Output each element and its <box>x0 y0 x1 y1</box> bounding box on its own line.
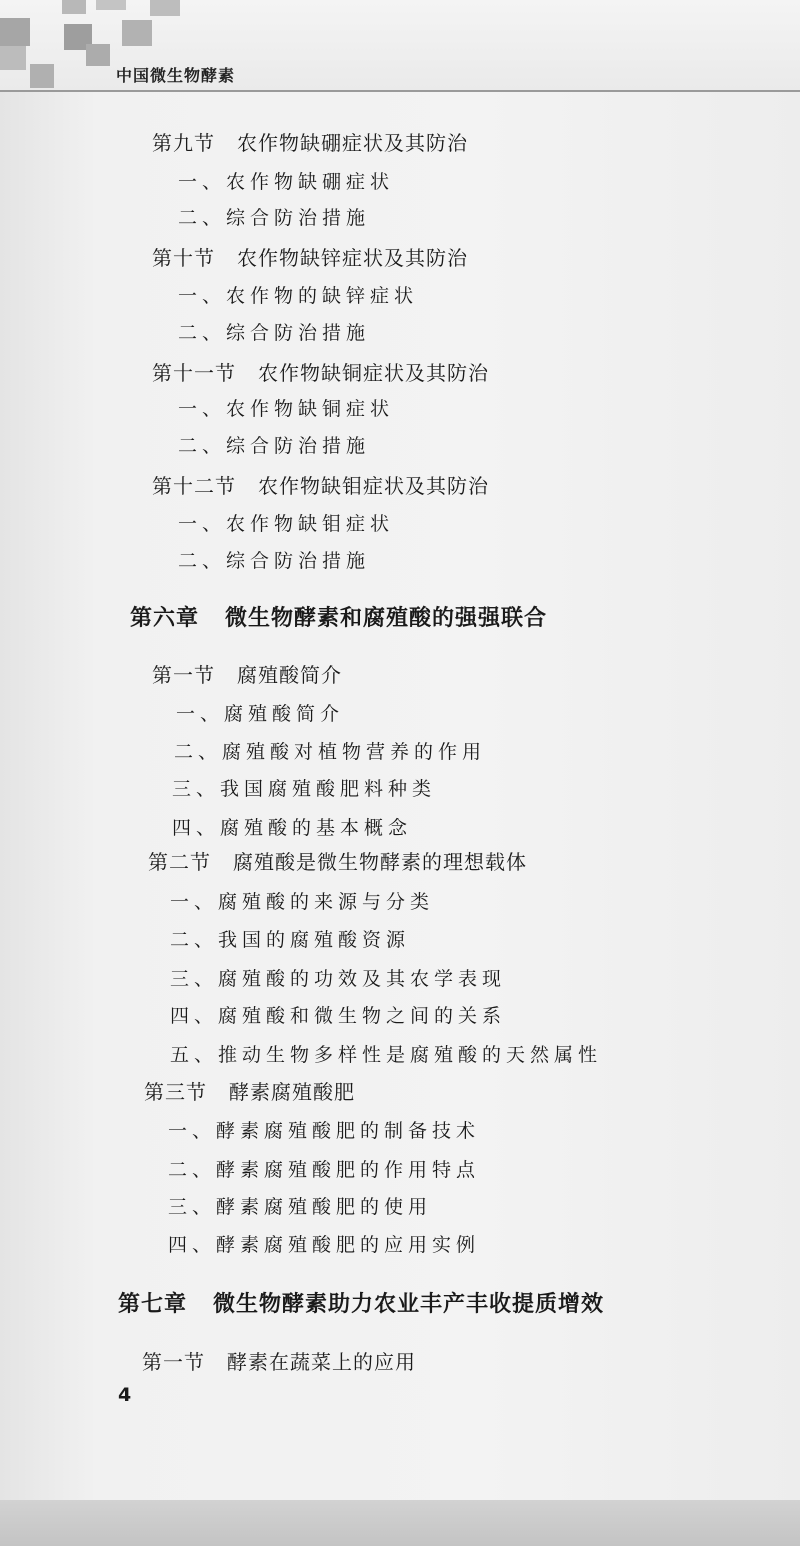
dot-leader <box>442 774 800 804</box>
toc-entry-label: 三、我国腐殖酸肥料种类 <box>172 778 437 800</box>
dot-leader <box>348 660 800 690</box>
page-header <box>0 0 800 92</box>
toc-item-entry[interactable] <box>172 774 800 804</box>
toc-entry-label: 三、酵素腐殖酸肥的使用 <box>168 1196 433 1218</box>
toc-entry-label: 四、腐殖酸的基本概念 <box>172 817 413 839</box>
toc-section-entry[interactable] <box>144 1077 800 1107</box>
section-title: 酵素在蔬菜上的应用 <box>227 1350 416 1374</box>
section-number: 第二节 <box>148 850 211 874</box>
toc-entry-label <box>142 1347 416 1377</box>
toc-entry-label <box>118 1290 604 1320</box>
dot-leader <box>486 1116 800 1146</box>
running-header-title: 中国微生物酵素 <box>116 66 236 85</box>
toc-section-entry[interactable] <box>142 1347 800 1377</box>
toc-entry-label: 一、酵素腐殖酸肥的制备技术 <box>168 1120 481 1142</box>
dot-leader <box>533 847 800 877</box>
dot-leader <box>400 509 800 539</box>
toc-entry-label <box>148 847 527 877</box>
toc-chapter-entry[interactable] <box>130 604 800 634</box>
section-number: 第十二节 <box>152 474 236 498</box>
toc-item-entry[interactable] <box>170 1040 800 1070</box>
toc-section-entry[interactable] <box>152 243 800 273</box>
toc-entry-label: 二、腐殖酸对植物营养的作用 <box>174 741 487 763</box>
dot-leader <box>608 1040 800 1070</box>
dot-leader <box>440 887 800 917</box>
dot-leader <box>474 128 800 158</box>
dot-leader <box>495 471 800 501</box>
dot-leader <box>416 925 800 955</box>
toc-entry-label: 四、酵素腐殖酸肥的应用实例 <box>168 1234 481 1256</box>
section-number: 第一节 <box>152 663 215 687</box>
section-number: 第一节 <box>142 1350 205 1374</box>
toc-entry-label <box>152 471 489 501</box>
toc-entry-label <box>130 604 547 634</box>
toc-entry-label: 三、腐殖酸的功效及其农学表现 <box>170 968 507 990</box>
page-bottom-edge <box>0 1500 800 1546</box>
dot-leader <box>610 1290 800 1320</box>
chapter-number: 第七章 <box>118 1292 188 1317</box>
toc-item-entry[interactable] <box>178 394 800 424</box>
toc-entry-label: 一、腐殖酸简介 <box>176 703 345 725</box>
toc-section-entry[interactable] <box>148 847 800 877</box>
toc-item-entry[interactable] <box>178 431 800 461</box>
dot-leader <box>553 604 800 634</box>
toc-entry-label: 一、农作物缺硼症状 <box>178 171 395 193</box>
section-title: 农作物缺锌症状及其防治 <box>237 246 468 270</box>
toc-item-entry[interactable] <box>168 1155 800 1185</box>
toc-item-entry[interactable] <box>174 737 800 767</box>
section-title: 腐殖酸是微生物酵素的理想载体 <box>233 850 527 874</box>
toc-entry-label: 二、综合防治措施 <box>178 550 371 572</box>
section-number: 第十节 <box>152 246 215 270</box>
dot-leader <box>400 167 800 197</box>
toc-item-entry[interactable] <box>178 167 800 197</box>
toc-entry-label: 二、综合防治措施 <box>178 207 371 229</box>
toc-section-entry[interactable] <box>152 128 800 158</box>
header-decor-square <box>150 0 180 16</box>
dot-leader <box>422 1347 800 1377</box>
toc-item-entry[interactable] <box>172 813 800 843</box>
toc-chapter-entry[interactable] <box>118 1290 800 1320</box>
toc-item-entry[interactable] <box>178 203 800 233</box>
header-decor-square <box>96 0 126 10</box>
dot-leader <box>376 546 800 576</box>
header-decor-square <box>62 0 86 14</box>
dot-leader <box>492 737 800 767</box>
toc-entry-label: 一、农作物缺钼症状 <box>178 513 395 535</box>
section-number: 第九节 <box>152 131 215 155</box>
toc-item-entry[interactable] <box>170 887 800 917</box>
header-decor-square <box>122 20 152 46</box>
dot-leader <box>361 1077 800 1107</box>
toc-entry-label: 一、腐殖酸的来源与分类 <box>170 891 435 913</box>
toc-entry-label: 四、腐殖酸和微生物之间的关系 <box>170 1005 507 1027</box>
dot-leader <box>376 203 800 233</box>
dot-leader <box>474 243 800 273</box>
toc-entry-label: 二、综合防治措施 <box>178 435 371 457</box>
dot-leader <box>400 394 800 424</box>
section-title: 农作物缺铜症状及其防治 <box>258 361 489 385</box>
dot-leader <box>350 699 800 729</box>
toc-item-entry[interactable] <box>176 699 800 729</box>
toc-item-entry[interactable] <box>178 318 800 348</box>
toc-entry-label <box>144 1077 355 1107</box>
chapter-number: 第六章 <box>130 606 200 631</box>
header-decor-square <box>86 44 110 66</box>
page-number: 4 <box>118 1384 132 1406</box>
toc-entry-label <box>152 128 468 158</box>
toc-item-entry[interactable] <box>170 964 800 994</box>
toc-entry-label: 二、酵素腐殖酸肥的作用特点 <box>168 1159 481 1181</box>
toc-item-entry[interactable] <box>170 1001 800 1031</box>
toc-entry-label <box>152 243 468 273</box>
toc-item-entry[interactable] <box>178 509 800 539</box>
toc-section-entry[interactable] <box>152 471 800 501</box>
dot-leader <box>486 1155 800 1185</box>
toc-item-entry[interactable] <box>178 281 800 311</box>
toc-section-entry[interactable] <box>152 358 800 388</box>
chapter-title: 微生物酵素和腐殖酸的强强联合 <box>225 606 548 631</box>
toc-item-entry[interactable] <box>178 546 800 576</box>
dot-leader <box>438 1192 800 1222</box>
toc-section-entry[interactable] <box>152 660 800 690</box>
toc-entry-label: 一、农作物缺铜症状 <box>178 398 395 420</box>
section-number: 第十一节 <box>152 361 236 385</box>
toc-entry-label <box>152 358 489 388</box>
dot-leader <box>376 431 800 461</box>
section-title: 腐殖酸简介 <box>237 663 342 687</box>
dot-leader <box>512 1001 800 1031</box>
toc-entry-label: 二、我国的腐殖酸资源 <box>170 929 411 951</box>
section-title: 农作物缺硼症状及其防治 <box>237 131 468 155</box>
section-title: 农作物缺钼症状及其防治 <box>258 474 489 498</box>
toc-item-entry[interactable] <box>168 1116 800 1146</box>
dot-leader <box>486 1230 800 1260</box>
toc-item-entry[interactable] <box>168 1230 800 1260</box>
chapter-title: 微生物酵素助力农业丰产丰收提质增效 <box>213 1292 605 1317</box>
header-decor-square <box>0 46 26 70</box>
toc-entry-label: 五、推动生物多样性是腐殖酸的天然属性 <box>170 1044 603 1066</box>
toc-item-entry[interactable] <box>168 1192 800 1222</box>
header-decor-square <box>30 64 54 88</box>
toc-entry-label: 二、综合防治措施 <box>178 322 371 344</box>
toc-item-entry[interactable] <box>170 925 800 955</box>
toc-entry-label <box>152 660 342 690</box>
dot-leader <box>512 964 800 994</box>
header-decor-square <box>0 18 30 46</box>
dot-leader <box>418 813 800 843</box>
section-number: 第三节 <box>144 1080 207 1104</box>
dot-leader <box>495 358 800 388</box>
dot-leader <box>424 281 800 311</box>
header-rule <box>0 90 800 92</box>
section-title: 酵素腐殖酸肥 <box>229 1080 355 1104</box>
toc-entry-label: 一、农作物的缺锌症状 <box>178 285 419 307</box>
dot-leader <box>376 318 800 348</box>
